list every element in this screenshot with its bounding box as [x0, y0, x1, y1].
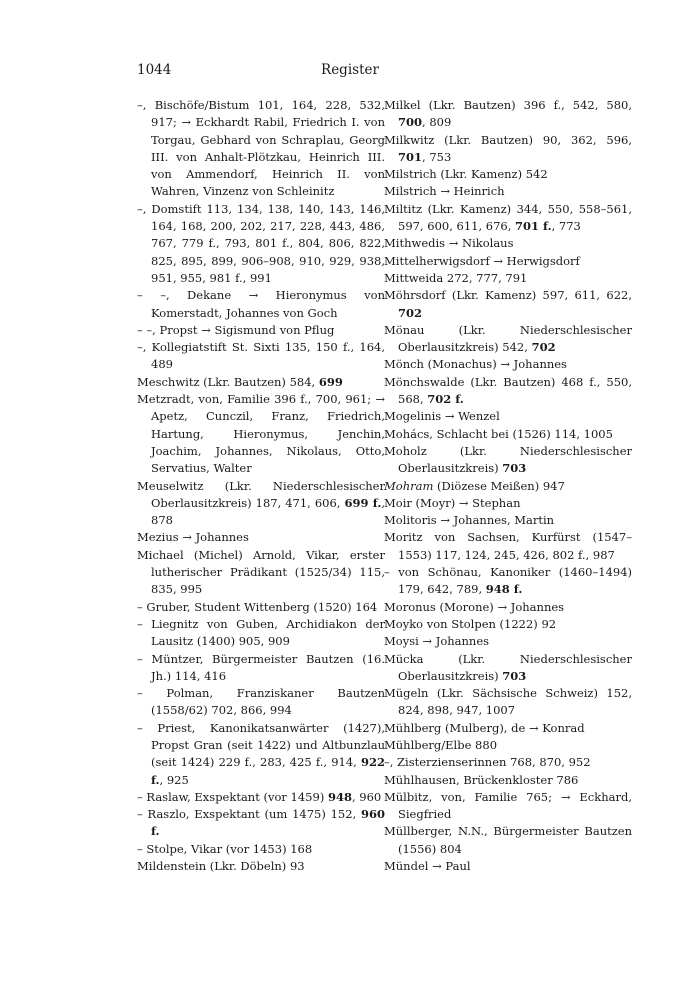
index-entry — [384, 858, 632, 875]
index-entry — [384, 322, 632, 357]
index-entry — [137, 789, 385, 806]
entry-text: – Gruber, Student Wittenberg (1520) 164 — [137, 599, 378, 614]
entry-text: , 960 — [351, 789, 382, 804]
entry-text: Moronus (Morone) → Johannes — [384, 599, 565, 614]
entry-text: Mittweida 272, 777, 791 — [384, 270, 528, 285]
main-reference: 701 — [398, 149, 423, 164]
index-entry — [384, 356, 632, 373]
entry-text: Mönch (Monachus) → Johannes — [384, 357, 567, 372]
index-entry — [384, 253, 632, 270]
entry-text: Mönau (Lkr. Niederschlesischer Oberlausitzkreis) 542, — [384, 322, 632, 355]
index-entry — [384, 789, 632, 824]
entry-text: Mildenstein (Lkr. Döbeln) 93 — [137, 859, 305, 874]
entry-text: – Priest, Kanonikatsanwärter (1427), Propst Gran (seit 1422) und Altbunzlau (seit 1424) 229 f., 283, 425 f., 914, — [137, 720, 385, 770]
index-entry — [137, 720, 385, 789]
entry-text: Mündel → Paul — [384, 859, 471, 874]
index-entry — [384, 426, 632, 443]
index-entry — [384, 183, 632, 200]
index-entry — [137, 322, 385, 339]
index-entry — [384, 235, 632, 252]
main-reference: 960 f. — [151, 807, 385, 839]
main-reference: 703 — [502, 668, 527, 683]
main-reference: 699 f. — [344, 495, 382, 510]
entry-text: , 809 — [422, 115, 452, 130]
index-column-left — [137, 97, 385, 875]
entry-text: Mohács, Schlacht bei (1526) 114, 1005 — [384, 426, 613, 441]
entry-text: – Liegnitz von Guben, Archidiakon der Lausitz (1400) 905, 909 — [137, 616, 385, 649]
running-title: Register — [321, 62, 379, 78]
entry-text: Milkwitz (Lkr. Bautzen) 90, 362, 596, — [384, 132, 632, 147]
entry-text: , 773 — [551, 219, 581, 234]
index-entry — [384, 651, 632, 686]
entry-text: – Raslaw, Exspektant (vor 1459) — [137, 789, 328, 804]
entry-text: –, Kollegiatstift St. Sixti 135, 150 f., 164, 489 — [137, 340, 385, 372]
entry-text: Mülbitz, von, Familie 765; → Eckhard, Siegfried — [384, 789, 632, 822]
index-entry — [384, 495, 632, 512]
index-entry — [137, 651, 385, 686]
entry-text: Mönchswalde (Lkr. Bautzen) 468 f., 550, 568, — [384, 374, 632, 407]
main-reference: 922 f. — [151, 755, 385, 787]
entry-text: , 878 — [151, 495, 385, 528]
page-number: 1044 — [137, 62, 172, 78]
index-entry — [137, 391, 385, 477]
entry-text: Müllberger, N.N., Bürgermeister Bautzen (1556) 804 — [384, 824, 632, 856]
index-entry — [137, 858, 385, 875]
entry-text: Mühlhausen, Brückenkloster 786 — [384, 772, 579, 787]
entry-text: Mücka (Lkr. Niederschlesischer Oberlausitzkreis) — [384, 651, 632, 683]
index-entry — [137, 547, 385, 599]
entry-text: Milstrich (Lkr. Kamenz) 542 — [384, 167, 548, 182]
index-entry — [137, 529, 385, 546]
index-entry — [384, 270, 632, 287]
entry-text: – –, Dekane → Hieronymus von Komerstadt, Johannes von Goch — [137, 288, 385, 320]
entry-text: Mogelinis → Wenzel — [384, 409, 500, 424]
index-entry — [384, 772, 632, 789]
entry-text: –, Zisterzienserinnen 768, 870, 952 — [384, 755, 591, 770]
index-entry — [384, 737, 632, 754]
main-reference: 700 — [398, 115, 423, 130]
entry-text: Mühlberg/Elbe 880 — [384, 737, 498, 752]
index-entry — [384, 166, 632, 183]
index-entry — [384, 529, 632, 564]
main-reference: 699 — [318, 374, 343, 389]
index-entry — [137, 339, 385, 374]
entry-text: –, Bischöfe/Bistum 101, 164, 228, 532, 917; → Eckhardt Rabil, Friedrich I. von Torgau, Gebhard von Schraplau, Georg III. von Anhalt-Plötzkau, Heinrich III. von Ammendorf, Heinrich II. von Wahren, Vinzenz von Schleinitz — [137, 98, 385, 199]
index-entry — [137, 97, 385, 201]
entry-text: – –, Propst → Sigismund von Pflug — [137, 322, 335, 337]
entry-text: Moyko von Stolpen (1222) 92 — [384, 616, 557, 631]
main-reference: 702 — [398, 305, 423, 320]
index-entry — [137, 616, 385, 651]
index-entry — [384, 599, 632, 616]
entry-text: Metzradt, von, Familie 396 f., 700, 961; → Apetz, Cunczil, Franz, Friedrich, Hartung, Hieronymus, Jenchin, Joachim, Johannes, Nikolaus, Otto, Servatius, Walter — [137, 392, 385, 476]
index-entry — [384, 720, 632, 737]
page-header — [137, 62, 563, 82]
entry-text: , 925 — [159, 772, 189, 787]
entry-text: Meuselwitz (Lkr. Niederschlesischer Oberlausitzkreis) 187, 471, 606, — [137, 478, 385, 510]
entry-text: Mittelherwigsdorf → Herwigsdorf — [384, 253, 580, 268]
index-entry — [384, 564, 632, 599]
entry-text: Molitoris → Johannes, Martin — [384, 513, 555, 528]
entry-text: Michael (Michel) Arnold, Vikar, erster lutherischer Prädikant (1525/34) 115, 835, 995 — [137, 547, 385, 597]
main-reference: 702 f. — [427, 392, 464, 407]
entry-text: Mezius → Johannes — [137, 530, 249, 545]
index-entry — [137, 841, 385, 858]
entry-text: – von Schönau, Kanoniker (1460–1494) 179, 642, 789, — [384, 565, 632, 597]
italic-term: Mohram — [384, 478, 434, 493]
entry-text: Miltitz (Lkr. Kamenz) 344, 550, 558–561, 597, 600, 611, 676, — [384, 201, 632, 234]
main-reference: 703 — [502, 461, 527, 476]
entry-text: Milstrich → Heinrich — [384, 184, 505, 199]
index-entry — [384, 132, 632, 167]
entry-text: – Raszlo, Exspektant (um 1475) 152, — [137, 807, 361, 822]
entry-text: Möhrsdorf (Lkr. Kamenz) 597, 611, 622, — [384, 288, 632, 303]
index-entry — [137, 685, 385, 720]
index-entry — [137, 806, 385, 841]
entry-text: Moysi → Johannes — [384, 634, 490, 649]
index-entry — [384, 478, 632, 495]
index-entry — [384, 443, 632, 478]
entry-text: Moholz (Lkr. Niederschlesischer Oberlausitzkreis) — [384, 443, 632, 476]
entry-text: – Müntzer, Bürgermeister Bautzen (16. Jh.) 114, 416 — [137, 651, 385, 683]
entry-text: (Diözese Meißen) 947 — [433, 478, 565, 493]
index-entry — [384, 374, 632, 409]
index-column-right — [384, 97, 632, 875]
index-entry — [384, 201, 632, 236]
entry-text: Moritz von Sachsen, Kurfürst (1547–1553) 117, 124, 245, 426, 802 f., 987 — [384, 530, 632, 562]
main-reference: 702 — [531, 340, 556, 355]
index-entry — [384, 97, 632, 132]
entry-text: , 753 — [422, 149, 452, 164]
index-entry — [137, 374, 385, 391]
entry-text: – Stolpe, Vikar (vor 1453) 168 — [137, 841, 313, 856]
index-entry — [384, 685, 632, 720]
index-entry — [384, 633, 632, 650]
main-reference: 948 — [327, 789, 352, 804]
index-entry — [137, 287, 385, 322]
entry-text: Milkel (Lkr. Bautzen) 396 f., 542, 580, — [384, 98, 632, 112]
entry-text: Mithwedis → Nikolaus — [384, 236, 514, 251]
index-entry — [384, 754, 632, 771]
entry-text: Meschwitz (Lkr. Bautzen) 584, — [137, 374, 319, 389]
entry-text: –, Domstift 113, 134, 138, 140, 143, 146, 164, 168, 200, 202, 217, 228, 443, 486, 767, 779 f., 793, 801 f., 804, 806, 822, 825, 895, 899, 906–908, 910, 929, 938, 951, 955, 981 f., 991 — [137, 201, 385, 285]
index-entry — [384, 823, 632, 858]
entry-text: – Polman, Franziskaner Bautzen (1558/62) 702, 866, 994 — [137, 686, 385, 718]
entry-text: Mügeln (Lkr. Sächsische Schweiz) 152, 824, 898, 947, 1007 — [384, 686, 632, 718]
main-reference: 948 f. — [485, 582, 523, 597]
index-entry — [137, 478, 385, 530]
entry-text: Mühlberg (Mulberg), de → Konrad — [384, 720, 585, 735]
main-reference: 701 f. — [515, 219, 552, 234]
index-entry — [384, 616, 632, 633]
index-entry — [137, 201, 385, 287]
index-entry — [384, 287, 632, 322]
index-entry — [384, 408, 632, 425]
index-entry — [384, 512, 632, 529]
index-entry — [137, 599, 385, 616]
entry-text: Moir (Moyr) → Stephan — [384, 495, 521, 510]
